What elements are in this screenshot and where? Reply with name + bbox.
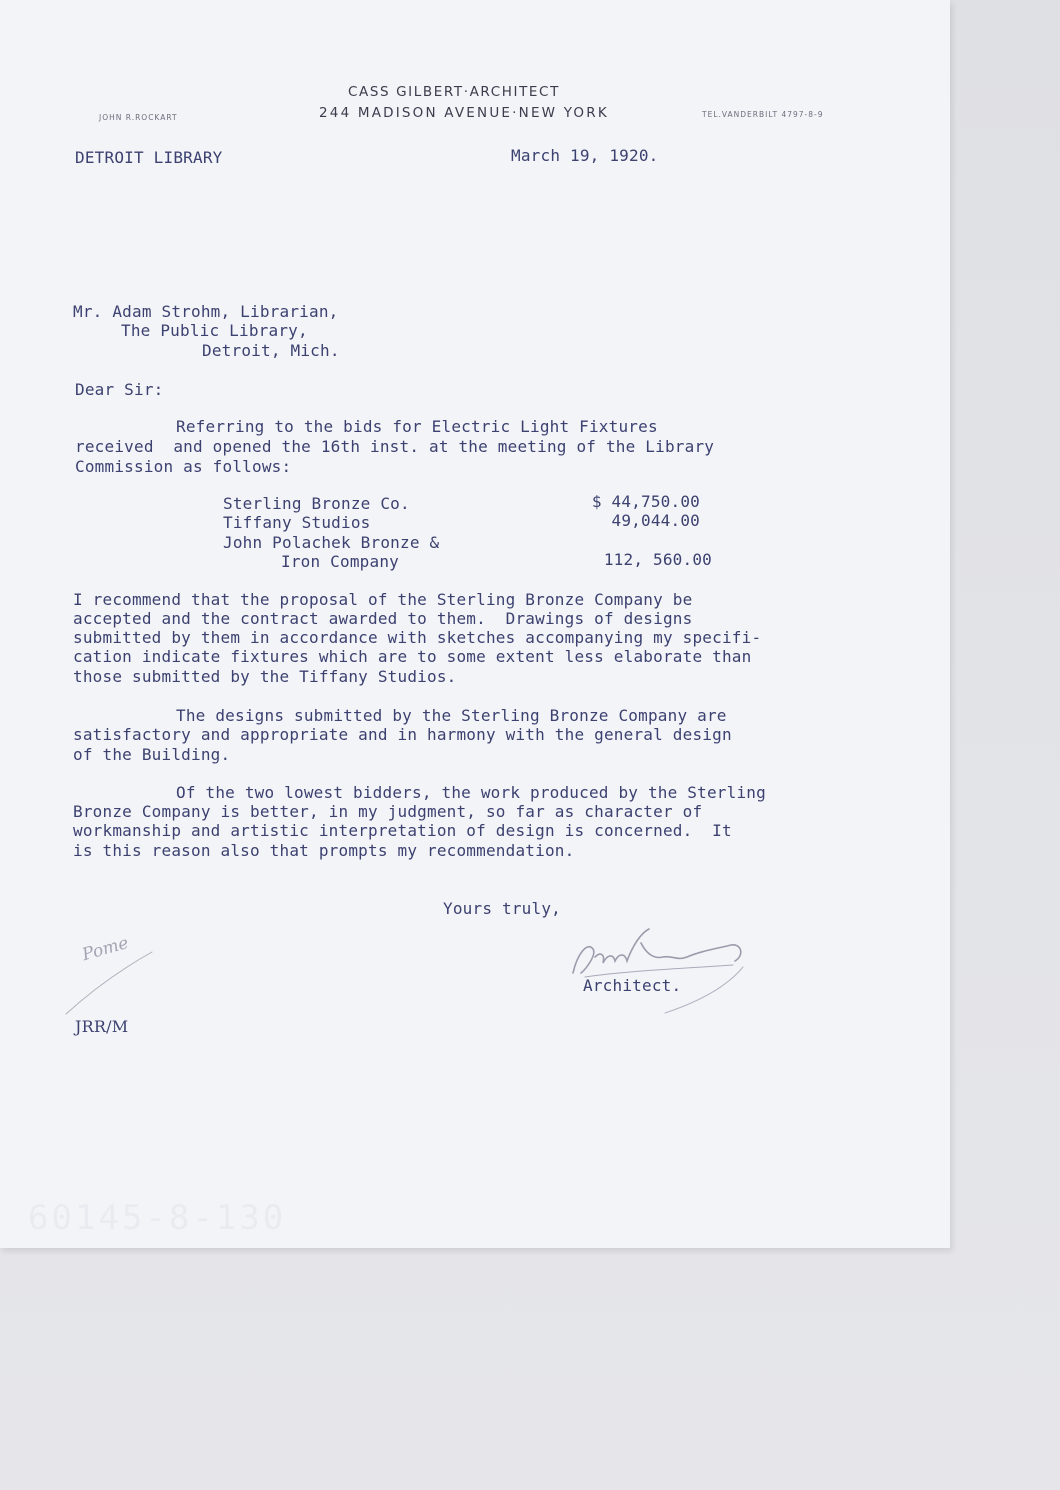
body-line: Bronze Company is better, in my judgment, so far as character of <box>73 802 703 821</box>
bid-name-cont: Iron Company <box>281 552 399 571</box>
recipient-name: Mr. Adam Strohm, Librarian, <box>73 302 339 321</box>
salutation: Dear Sir: <box>75 380 164 399</box>
body-line: Of the two lowest bidders, the work produced by the Sterling <box>176 783 766 802</box>
bid-name: John Polachek Bronze & <box>223 533 440 552</box>
signature-title: Architect. <box>583 976 682 995</box>
intro-line: Referring to the bids for Electric Light Fixtures <box>176 417 658 436</box>
reference-initials: JRR/M <box>75 1017 129 1036</box>
body-line: I recommend that the proposal of the Sterling Bronze Company be <box>73 590 693 609</box>
bid-amount: 112, 560.00 <box>603 550 712 569</box>
body-line: of the Building. <box>73 745 231 764</box>
body-line: is this reason also that prompts my recommendation. <box>73 841 575 860</box>
closing: Yours truly, <box>443 899 561 918</box>
recipient-city: Detroit, Mich. <box>202 341 340 360</box>
faded-stamp: 60145-8-130 <box>28 1198 287 1238</box>
body-line: The designs submitted by the Sterling Bronze Company are <box>176 706 727 725</box>
body-line: submitted by them in accordance with sketches accompanying my specifi- <box>73 628 762 647</box>
letterhead-partner: JOHN R.ROCKART <box>99 113 178 122</box>
bid-amount: 49,044.00 <box>611 511 700 530</box>
bid-name: Tiffany Studios <box>223 513 371 532</box>
letterhead-firm: CASS GILBERT·ARCHITECT <box>348 84 560 100</box>
intro-line: received and opened the 16th inst. at the meeting of the Library <box>75 437 715 456</box>
letterhead-address: 244 MADISON AVENUE·NEW YORK <box>319 105 609 121</box>
body-line: cation indicate fixtures which are to some extent less elaborate than <box>73 647 752 666</box>
letterhead-telephone: TEL.VANDERBILT 4797-8-9 <box>702 110 824 119</box>
body-line: those submitted by the Tiffany Studios. <box>73 667 457 686</box>
recipient-org: The Public Library, <box>121 321 308 340</box>
intro-line: Commission as follows: <box>75 457 292 476</box>
bid-amount: $ 44,750.00 <box>591 492 700 511</box>
body-line: accepted and the contract awarded to them. Drawings of designs <box>73 609 693 628</box>
pencil-stroke-mark <box>60 940 160 1020</box>
signature-mark <box>555 915 755 1015</box>
body-line: workmanship and artistic interpretation of design is concerned. It <box>73 821 732 840</box>
pencil-initials: Pome <box>80 932 131 966</box>
subject-line: DETROIT LIBRARY <box>75 148 223 167</box>
letter-date: March 19, 1920. <box>511 146 659 165</box>
bid-name: Sterling Bronze Co. <box>223 494 410 513</box>
body-line: satisfactory and appropriate and in harmony with the general design <box>73 725 732 744</box>
